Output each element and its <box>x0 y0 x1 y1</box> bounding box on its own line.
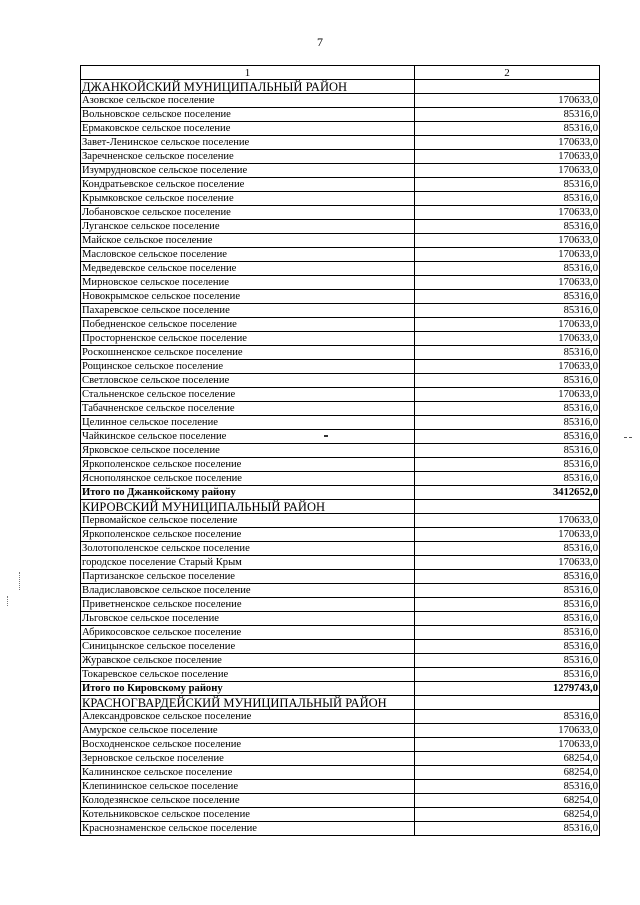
table-row <box>81 640 600 654</box>
allocation-value: 170633,0 <box>415 94 600 108</box>
allocation-value: 85316,0 <box>415 220 600 234</box>
table-row <box>81 808 600 822</box>
district-heading-row <box>81 500 600 514</box>
allocation-value: 85316,0 <box>415 290 600 304</box>
settlement-name: Мирновское сельское поселение <box>81 276 415 290</box>
settlement-name: Лобановское сельское поселение <box>81 206 415 220</box>
table-row <box>81 570 600 584</box>
settlement-name: Первомайское сельское поселение <box>81 514 415 528</box>
table-row <box>81 444 600 458</box>
table-row <box>81 738 600 752</box>
district-total-row <box>81 682 600 696</box>
settlement-name: Победненское сельское поселение <box>81 318 415 332</box>
settlement-name: Абрикосовское сельское поселение <box>81 626 415 640</box>
page-number: 7 <box>317 35 323 49</box>
allocation-value: 85316,0 <box>415 458 600 472</box>
settlement-name: Журавское сельское поселение <box>81 654 415 668</box>
settlement-name: Котельниковское сельское поселение <box>81 808 415 822</box>
table-row <box>81 290 600 304</box>
table-row <box>81 626 600 640</box>
settlement-name: Краснознаменское сельское поселение <box>81 822 415 836</box>
allocation-value: 85316,0 <box>415 612 600 626</box>
settlement-name: Восходненское сельское поселение <box>81 738 415 752</box>
table-row <box>81 472 600 486</box>
empty-cell <box>415 80 600 94</box>
district-title: ДЖАНКОЙСКИЙ МУНИЦИПАЛЬНЫЙ РАЙОН <box>81 80 415 94</box>
settlement-name: Чайкинское сельское поселение <box>81 430 415 444</box>
scan-mark <box>624 437 632 439</box>
allocation-value: 170633,0 <box>415 234 600 248</box>
allocation-value: 170633,0 <box>415 514 600 528</box>
district-heading-row <box>81 696 600 710</box>
scan-mark <box>7 596 9 606</box>
table-row <box>81 234 600 248</box>
table-row <box>81 374 600 388</box>
settlement-name: Заречненское сельское поселение <box>81 150 415 164</box>
allocation-value: 85316,0 <box>415 626 600 640</box>
table-row <box>81 528 600 542</box>
district-total-row <box>81 486 600 500</box>
table-row <box>81 556 600 570</box>
allocation-value: 85316,0 <box>415 122 600 136</box>
allocation-value: 85316,0 <box>415 444 600 458</box>
table-row <box>81 542 600 556</box>
table-row <box>81 430 600 444</box>
allocation-table <box>80 65 600 836</box>
settlement-name: Пахаревское сельское поселение <box>81 304 415 318</box>
table-row <box>81 668 600 682</box>
table-row <box>81 262 600 276</box>
settlement-name: Синицынское сельское поселение <box>81 640 415 654</box>
allocation-value: 170633,0 <box>415 248 600 262</box>
allocation-value: 170633,0 <box>415 360 600 374</box>
settlement-name: Колодезянское сельское поселение <box>81 794 415 808</box>
settlement-name: Стальненское сельское поселение <box>81 388 415 402</box>
settlement-name: Ермаковское сельское поселение <box>81 122 415 136</box>
table-row <box>81 94 600 108</box>
scan-mark <box>19 572 21 590</box>
table-row <box>81 598 600 612</box>
district-total-value: 3412652,0 <box>415 486 600 500</box>
allocation-value: 85316,0 <box>415 472 600 486</box>
settlement-name: Льговское сельское поселение <box>81 612 415 626</box>
table-row <box>81 178 600 192</box>
settlement-name: Рощинское сельское поселение <box>81 360 415 374</box>
allocation-value: 85316,0 <box>415 780 600 794</box>
column-header-row <box>81 66 600 80</box>
settlement-name: Крымковское сельское поселение <box>81 192 415 206</box>
settlement-name: Луганское сельское поселение <box>81 220 415 234</box>
settlement-name: Золотополенское сельское поселение <box>81 542 415 556</box>
allocation-value: 170633,0 <box>415 556 600 570</box>
settlement-name: Светловское сельское поселение <box>81 374 415 388</box>
table-row <box>81 766 600 780</box>
settlement-name: Калининское сельское поселение <box>81 766 415 780</box>
district-total-label: Итого по Джанкойскому району <box>81 486 415 500</box>
allocation-value: 85316,0 <box>415 584 600 598</box>
settlement-name: Яркополенское сельское поселение <box>81 458 415 472</box>
table-row <box>81 318 600 332</box>
allocation-value: 85316,0 <box>415 570 600 584</box>
table-row <box>81 584 600 598</box>
allocation-value: 85316,0 <box>415 542 600 556</box>
allocation-value: 170633,0 <box>415 388 600 402</box>
settlement-name: Приветненское сельское поселение <box>81 598 415 612</box>
column-header-2: 2 <box>415 66 600 80</box>
allocation-value: 170633,0 <box>415 332 600 346</box>
allocation-value: 85316,0 <box>415 654 600 668</box>
settlement-name: Токаревское сельское поселение <box>81 668 415 682</box>
table-row <box>81 794 600 808</box>
table-row <box>81 458 600 472</box>
table-row <box>81 122 600 136</box>
table-row <box>81 416 600 430</box>
allocation-value: 170633,0 <box>415 150 600 164</box>
allocation-value: 68254,0 <box>415 808 600 822</box>
settlement-name: Азовское сельское поселение <box>81 94 415 108</box>
settlement-name: Табачненское сельское поселение <box>81 402 415 416</box>
table-row <box>81 710 600 724</box>
empty-cell <box>415 500 600 514</box>
table-row <box>81 752 600 766</box>
table-row <box>81 248 600 262</box>
table-row <box>81 654 600 668</box>
settlement-name: Майское сельское поселение <box>81 234 415 248</box>
table-row <box>81 206 600 220</box>
settlement-name: Клепининское сельское поселение <box>81 780 415 794</box>
allocation-value: 85316,0 <box>415 192 600 206</box>
table-row <box>81 220 600 234</box>
settlement-name: Яркополенское сельское поселение <box>81 528 415 542</box>
table-row <box>81 164 600 178</box>
allocation-value: 85316,0 <box>415 108 600 122</box>
table-row <box>81 276 600 290</box>
scan-mark <box>324 435 328 437</box>
settlement-name: Яснополянское сельское поселение <box>81 472 415 486</box>
table-row <box>81 612 600 626</box>
table-row <box>81 346 600 360</box>
allocation-value: 85316,0 <box>415 668 600 682</box>
allocation-value: 68254,0 <box>415 752 600 766</box>
allocation-value: 85316,0 <box>415 402 600 416</box>
allocation-value: 85316,0 <box>415 374 600 388</box>
table-row <box>81 724 600 738</box>
allocation-value: 170633,0 <box>415 136 600 150</box>
column-header-1: 1 <box>81 66 415 80</box>
settlement-name: Завет-Ленинское сельское поселение <box>81 136 415 150</box>
table-row <box>81 304 600 318</box>
allocation-value: 68254,0 <box>415 794 600 808</box>
table-row <box>81 332 600 346</box>
district-heading-row <box>81 80 600 94</box>
district-total-value: 1279743,0 <box>415 682 600 696</box>
table-row <box>81 388 600 402</box>
settlement-name: Медведевское сельское поселение <box>81 262 415 276</box>
allocation-value: 170633,0 <box>415 318 600 332</box>
allocation-value: 170633,0 <box>415 206 600 220</box>
settlement-name: Целинное сельское поселение <box>81 416 415 430</box>
allocation-value: 85316,0 <box>415 346 600 360</box>
settlement-name: Вольновское сельское поселение <box>81 108 415 122</box>
allocation-value: 85316,0 <box>415 430 600 444</box>
table-row <box>81 108 600 122</box>
allocation-value: 170633,0 <box>415 724 600 738</box>
allocation-value: 85316,0 <box>415 710 600 724</box>
settlement-name: Владиславовское сельское поселение <box>81 584 415 598</box>
table-row <box>81 360 600 374</box>
allocation-value: 85316,0 <box>415 416 600 430</box>
settlement-name: Новокрымское сельское поселение <box>81 290 415 304</box>
allocation-value: 85316,0 <box>415 598 600 612</box>
settlement-name: Масловское сельское поселение <box>81 248 415 262</box>
allocation-value: 85316,0 <box>415 640 600 654</box>
district-title: КРАСНОГВАРДЕЙСКИЙ МУНИЦИПАЛЬНЫЙ РАЙОН <box>81 696 415 710</box>
table-row <box>81 514 600 528</box>
table-row <box>81 780 600 794</box>
table-row <box>81 150 600 164</box>
allocation-value: 85316,0 <box>415 262 600 276</box>
settlement-name: Кондратьевское сельское поселение <box>81 178 415 192</box>
allocation-value: 170633,0 <box>415 738 600 752</box>
settlement-name: Партизанское сельское поселение <box>81 570 415 584</box>
settlement-name: городское поселение Старый Крым <box>81 556 415 570</box>
allocation-value: 68254,0 <box>415 766 600 780</box>
allocation-value: 85316,0 <box>415 304 600 318</box>
table-row <box>81 402 600 416</box>
settlement-name: Просторненское сельское поселение <box>81 332 415 346</box>
allocation-value: 85316,0 <box>415 178 600 192</box>
settlement-name: Зерновское сельское поселение <box>81 752 415 766</box>
table-row <box>81 822 600 836</box>
settlement-name: Амурское сельское поселение <box>81 724 415 738</box>
district-title: КИРОВСКИЙ МУНИЦИПАЛЬНЫЙ РАЙОН <box>81 500 415 514</box>
settlement-name: Александровское сельское поселение <box>81 710 415 724</box>
allocation-value: 170633,0 <box>415 528 600 542</box>
allocation-value: 85316,0 <box>415 822 600 836</box>
table-row <box>81 192 600 206</box>
allocation-value: 170633,0 <box>415 164 600 178</box>
allocation-value: 170633,0 <box>415 276 600 290</box>
empty-cell <box>415 696 600 710</box>
district-total-label: Итого по Кировскому району <box>81 682 415 696</box>
settlement-name: Ярковское сельское поселение <box>81 444 415 458</box>
settlement-name: Роскошненское сельское поселение <box>81 346 415 360</box>
table-row <box>81 136 600 150</box>
settlement-name: Изумрудновское сельское поселение <box>81 164 415 178</box>
